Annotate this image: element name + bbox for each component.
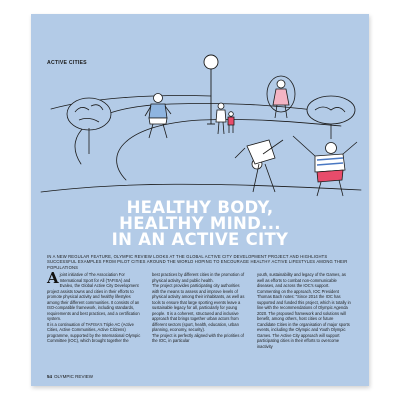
tree-icon — [67, 98, 111, 154]
article-body — [47, 269, 353, 370]
drop-cap: A — [47, 269, 59, 287]
body-column-1 — [47, 269, 143, 344]
article-standfirst: IN A NEW REGULAR FEATURE, OLYMPIC REVIEW LOOKS AT THE GLOBAL ACTIVE CITY DEVELOPMENT PROJECT AND HIGHLIGHTS SUCCESSFUL EXAMPLES FROM PILOT CITIES AROUND THE WORLD HOPING TO ENCOURAGE HEALTHY ACTIVE LIFESTYLES AMONG THEIR POPULATIONS — [47, 254, 348, 270]
headline-line-2: HEALTHY MIND... — [119, 214, 281, 233]
street-lamp-icon — [204, 55, 218, 124]
jogger-figure — [145, 94, 171, 139]
headline-line-3: IN AN ACTIVE CITY — [111, 230, 289, 249]
body-lead-text: joint initiative of The Association For International Sport for All (TAFISA) and Evaleo, — [59, 272, 131, 288]
page-footer — [47, 374, 93, 379]
headline-line-1: HEALTHY BODY, — [126, 198, 274, 217]
family-figures — [216, 103, 234, 134]
bush-icon — [307, 96, 355, 139]
running-path — [75, 103, 331, 164]
body-column-3: youth, sustainability and legacy of the Games, as well as efforts to combat non-communicable diseases, and across the IOC's support. Commenting on the approach, IOC President Thomas Bach notes: "Since 2014 the IOC has supported and funded this project, which is totally in line with the recommendations of Olympic Agenda 2020. The proposed framework and solutions will benefit, among others, host cities or future Candidate Cities in the organisation of major sports events, including the Olympic and Youth Olympic Games. The Active City approach will support participating cities in their efforts to overcome inactivity — [257, 272, 351, 349]
stretching-woman-figure — [235, 140, 283, 192]
active-city-illustration — [31, 14, 369, 217]
page-number: 54 — [47, 374, 53, 379]
section-label: ACTIVE CITIES — [47, 60, 87, 66]
body-column-1-text: the Global Active City Development project assists towns and cities in their efforts to promote physical activity and healthy lifestyles among their different communities. It consists of an ISO-compatible framework, including standards, requirements and best practices, and a certification system. It is a continuation of TAFISA's Triple AC (Active Cities, Active Communities, Active Citizens) programme, supported by the International Olympic Committee (IOC), which brought together the — [47, 283, 141, 343]
ground-line — [41, 184, 361, 192]
body-column-2: best practices by different cities in the promotion of physical activity and public health. The project provides participating city authorities with the means to assess and improve levels of physical activity among their inhabitants, as well as tools to ensure that large sporting events leave a sustainable legacy for all, particularly for young people. It is a coherent, structured and inclusive approach that brings together urban actors from different sectors (sport, health, education, urban planning, economy, security). The project is perfectly aligned with the priorities of the IOC, in particular — [152, 272, 245, 343]
magazine-page — [31, 14, 369, 386]
jump-rope-figure — [267, 76, 295, 118]
publication-name: OLYMPIC REVIEW — [54, 374, 93, 379]
article-headline — [31, 200, 369, 248]
